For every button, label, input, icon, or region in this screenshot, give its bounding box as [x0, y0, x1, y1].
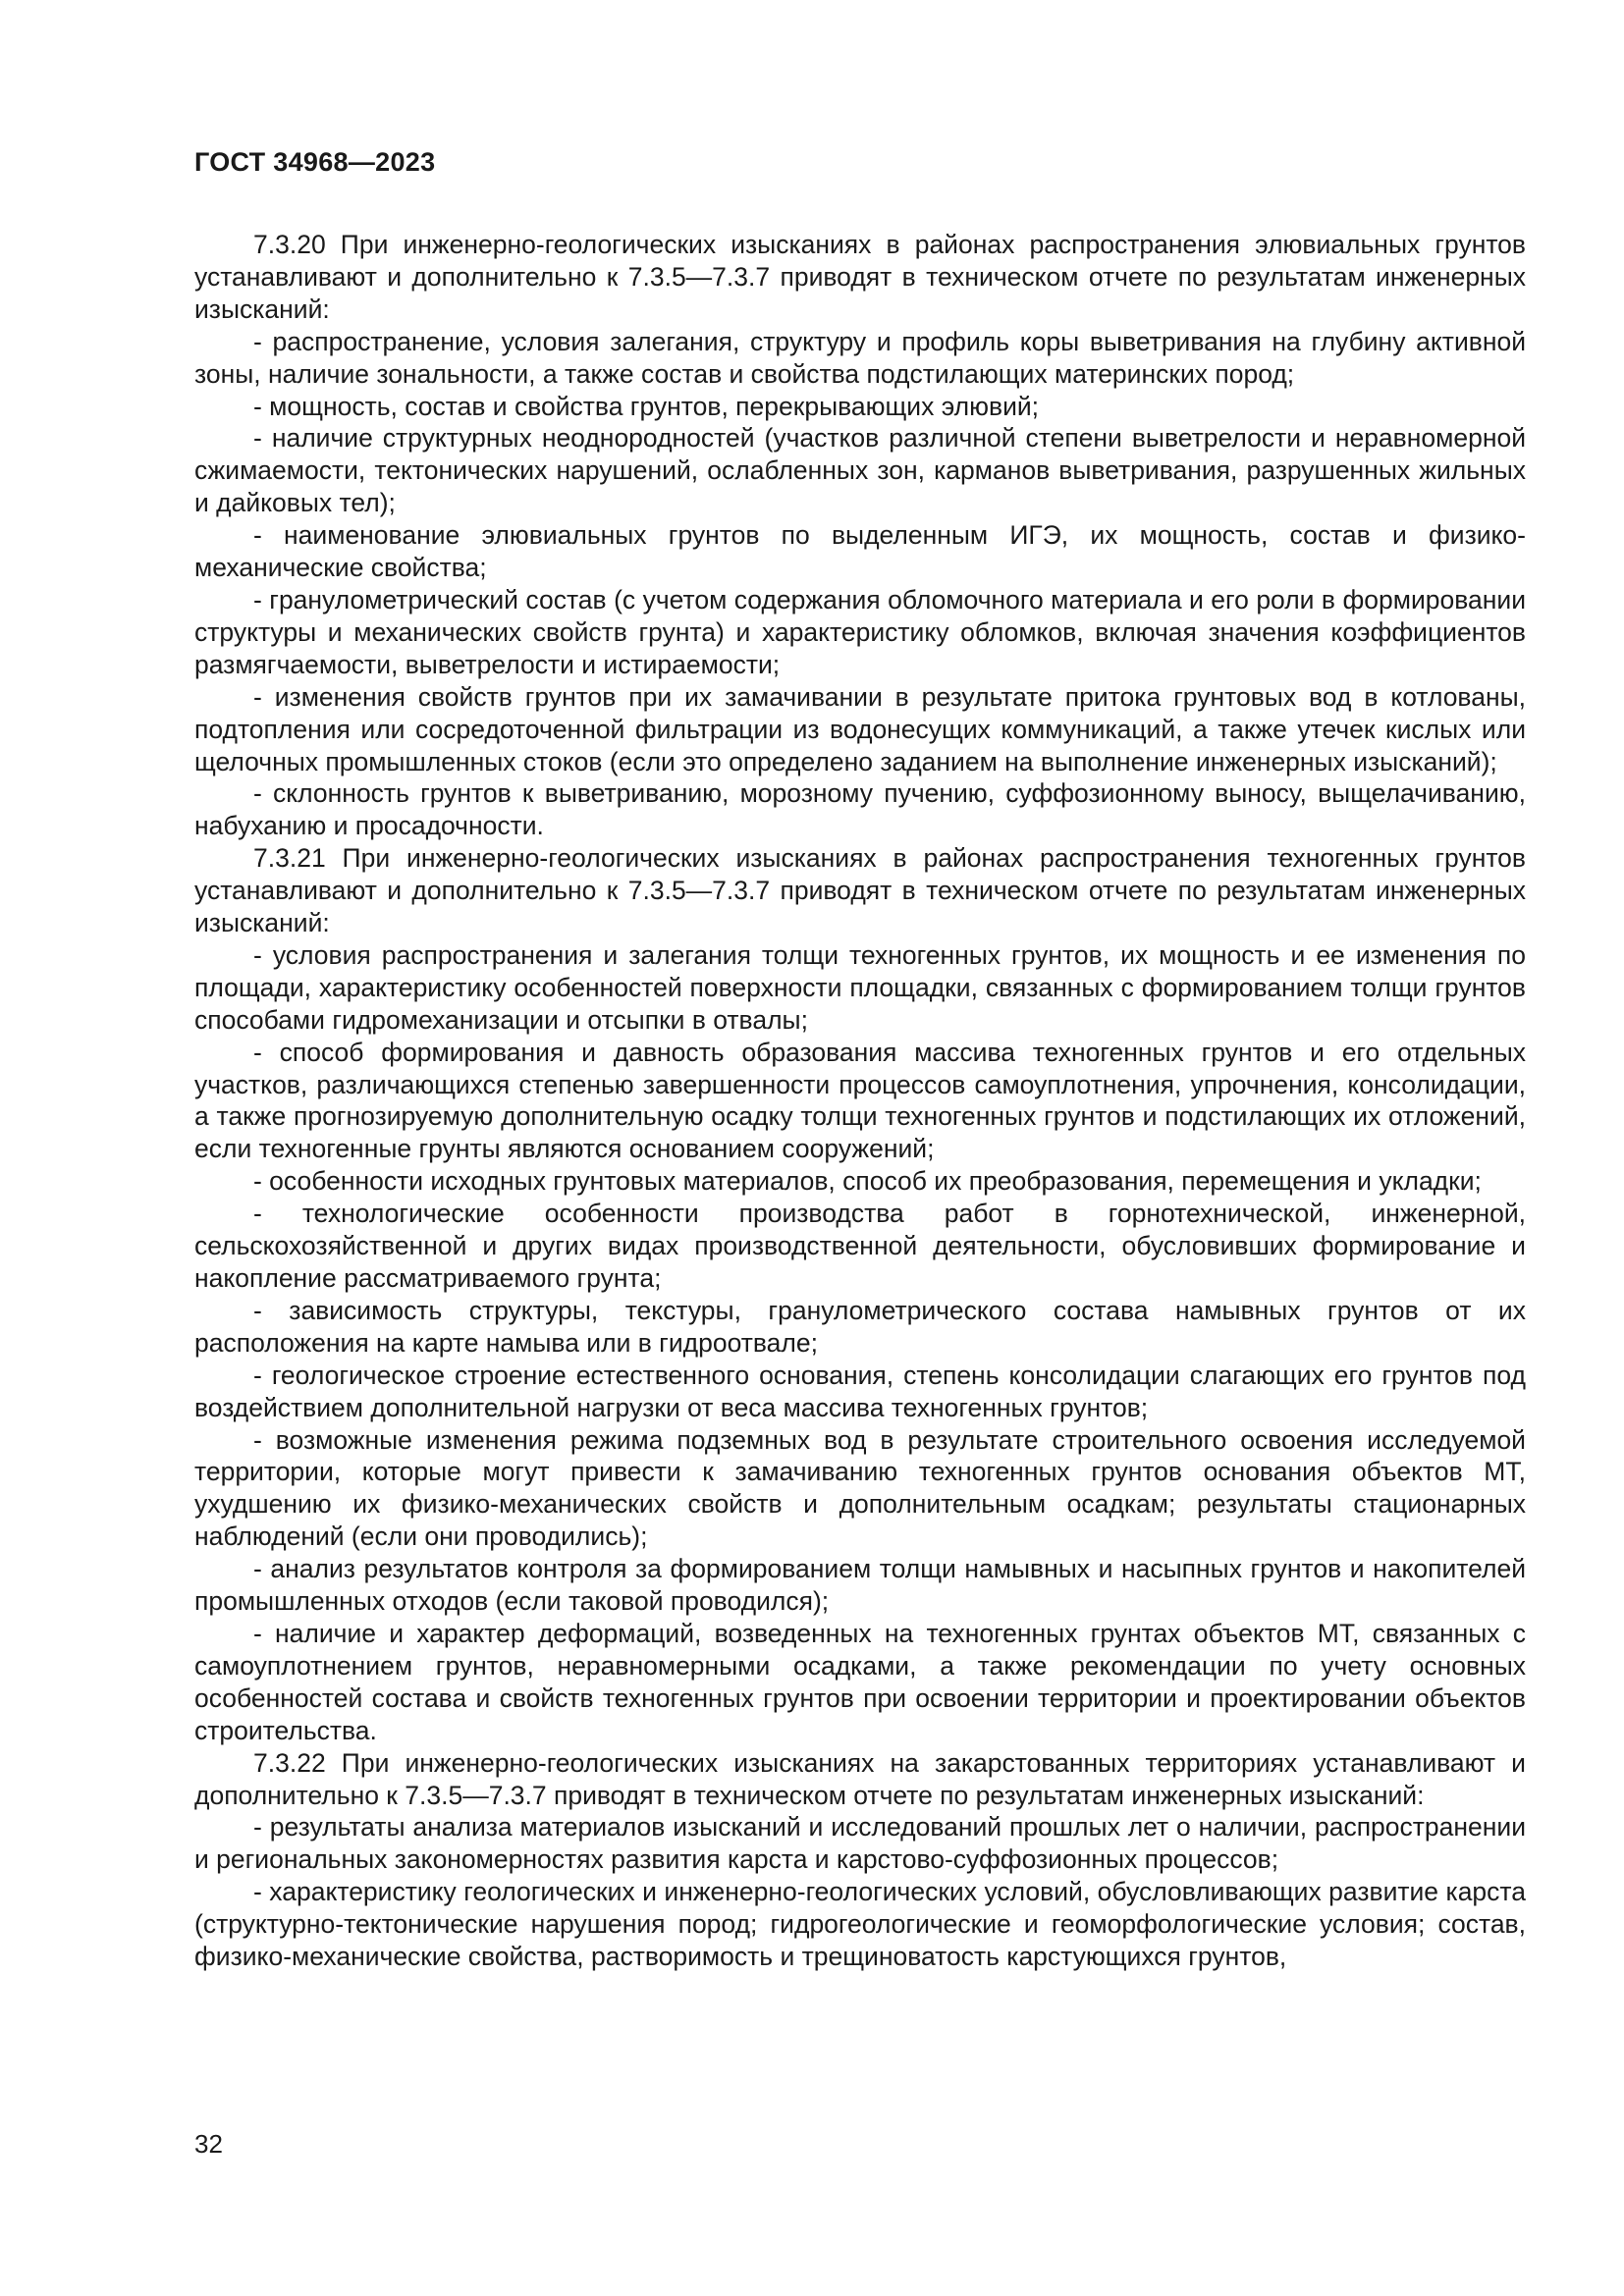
list-item: - наименование элювиальных грунтов по выделенным ИГЭ, их мощность, состав и физико-механические свойства; — [194, 520, 1526, 583]
list-item: - склонность грунтов к выветриванию, морозному пучению, суффозионному выносу, выщелачиванию, набуханию и просадочности. — [194, 778, 1526, 841]
list-item: - технологические особенности производства работ в горнотехнической, инженерной, сельскохозяйственной и других видах производственной деятельности, обусловивших формирование и накопление рассматриваемого грунта; — [194, 1199, 1526, 1293]
list-item: - мощность, состав и свойства грунтов, перекрывающих элювий; — [253, 391, 1040, 421]
list-item: - зависимость структуры, текстуры, гранулометрического состава намывных грунтов от их расположения на карте намыва или в гидроотвале; — [194, 1295, 1526, 1358]
list-item: - распространение, условия залегания, структуру и профиль коры выветривания на глубину активной зоны, наличие зональности, а также состав и свойства подстилающих материнских пород; — [194, 326, 1526, 389]
list-item: - условия распространения и залегания толщи техногенных грунтов, их мощность и ее изменения по площади, характеристику особенностей поверхности площадки, связанных с формированием толщи грунтов способами гидромеханизации и отсыпки в отвалы; — [194, 939, 1526, 1035]
list-item: - изменения свойств грунтов при их замачивании в результате притока грунтовых вод в котлованы, подтопления или сосредоточенной фильтрации из водонесущих коммуникаций, а также утечек кислых или щелочных промышленных стоков (если это определено заданием на выполнение инженерных изысканий); — [194, 681, 1526, 776]
list-item: - геологическое строение естественного основания, степень консолидации слагающих его грунтов под воздействием дополнительной нагрузки от веса массива техногенных грунтов; — [194, 1360, 1526, 1422]
document-body — [194, 229, 1526, 1973]
paragraph: 7.3.21 При инженерно-геологических изысканиях в районах распространения техногенных грунтов устанавливают и дополнительно к 7.3.5—7.3.7 приводят в техническом отчете по результатам инженерных изысканий: — [194, 843, 1526, 938]
paragraph: 7.3.20 При инженерно-геологических изысканиях в районах распространения элювиальных грунтов устанавливают и дополнительно к 7.3.5—7.3.7 приводят в техническом отчете по результатам инженерных изысканий: — [194, 230, 1526, 324]
list-item: - возможные изменения режима подземных вод в результате строительного освоения исследуемой территории, которые могут привести к замачиванию техногенных грунтов основания объектов МТ, ухудшению их физико-механических свойств и дополнительным осадкам; результаты стационарных наблюдений (если они проводились); — [194, 1424, 1526, 1552]
paragraph: 7.3.22 При инженерно-геологических изысканиях на закарстованных территориях устанавливают и дополнительно к 7.3.5—7.3.7 приводят в техническом отчете по результатам инженерных изысканий: — [194, 1747, 1526, 1810]
list-item: - наличие и характер деформаций, возведенных на техногенных грунтах объектов МТ, связанных с самоуплотнением грунтов, неравномерными осадками, а также рекомендации по учету основных особенностей состава и свойств техногенных грунтов при освоении территории и проектировании объектов строительства. — [194, 1618, 1526, 1745]
list-item: - особенности исходных грунтовых материалов, способ их преобразования, перемещения и укладки; — [253, 1166, 1482, 1197]
document-header: ГОСТ 34968—2023 — [194, 147, 436, 177]
list-item: - результаты анализа материалов изысканий и исследований прошлых лет о наличии, распространении и региональных закономерностях развития карста и карстово-суффозионных процессов; — [194, 1812, 1526, 1875]
list-item: - наличие структурных неоднородностей (участков различной степени выветрелости и неравномерной сжимаемости, тектонических нарушений, ослабленных зон, карманов выветривания, разрушенных жильных и дайковых тел); — [194, 423, 1526, 518]
list-item: - анализ результатов контроля за формированием толщи намывных и насыпных грунтов и накопителей промышленных отходов (если таковой проводился); — [194, 1554, 1526, 1617]
list-item: - характеристику геологических и инженерно-геологических условий, обусловливающих развитие карста (структурно-тектонические нарушения пород; гидрогеологические и геоморфологические условия; состав, физико-механические свойства, растворимость и трещиноватость карстующихся грунтов, — [194, 1877, 1526, 1972]
list-item: - гранулометрический состав (с учетом содержания обломочного материала и его роли в формировании структуры и механических свойств грунта) и характеристику обломков, включая значения коэффициентов размягчаемости, выветрелости и истираемости; — [194, 584, 1526, 679]
page-number: 32 — [194, 2129, 223, 2159]
list-item: - способ формирования и давность образования массива техногенных грунтов и его отдельных участков, различающихся степенью завершенности процессов самоуплотнения, упрочнения, консолидации, а также прогнозируемую дополнительную осадку толщи техногенных грунтов и подстилающих их отложений, если техногенные грунты являются основанием сооружений; — [194, 1037, 1526, 1164]
